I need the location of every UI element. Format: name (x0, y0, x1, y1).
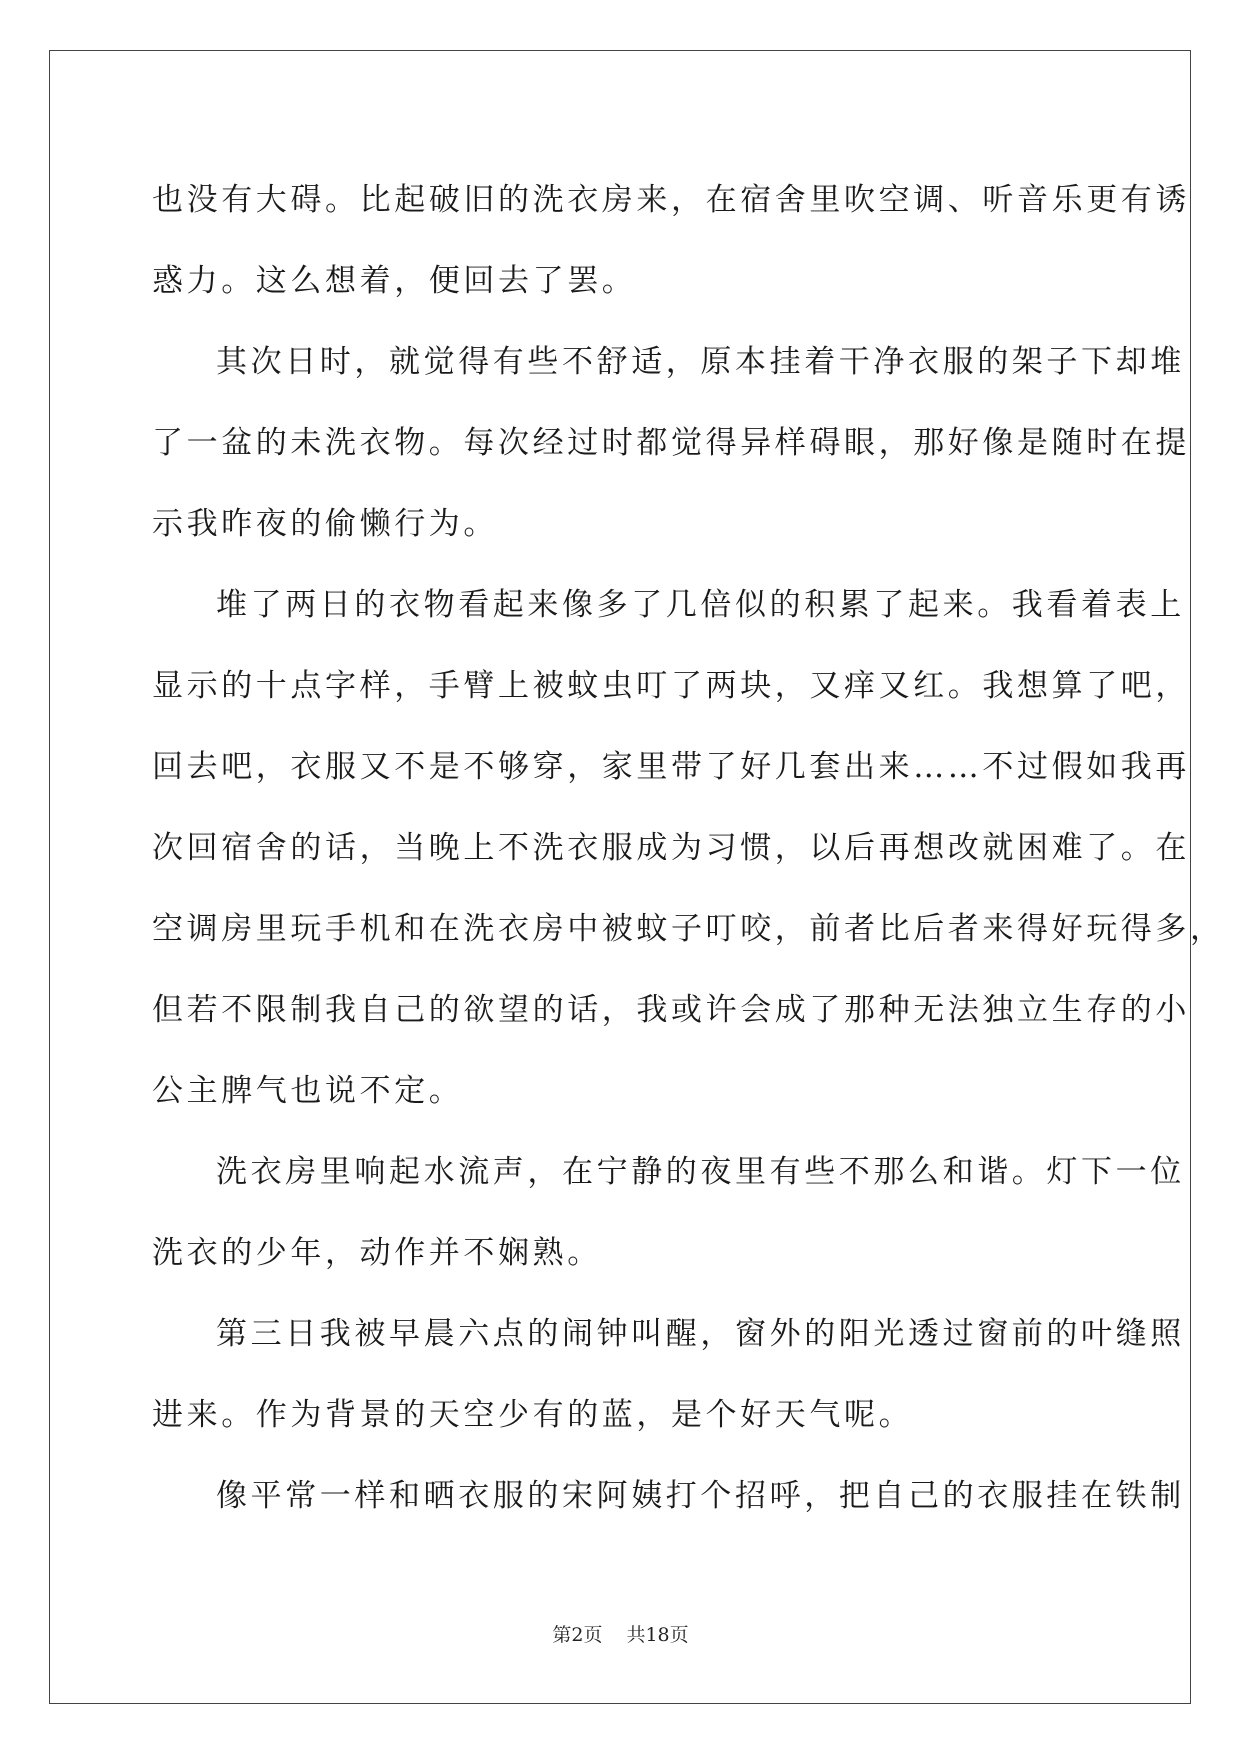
page-number: 第2页 (552, 1624, 603, 1646)
text-line: 但若不限制我自己的欲望的话，我或许会成了那种无法独立生存的小 (152, 992, 1190, 1028)
page-total: 共18页 (626, 1624, 689, 1646)
paragraph-start-line: 像平常一样和晒衣服的宋阿姨打个招呼，把自己的衣服挂在铁制 (216, 1478, 1185, 1514)
text-line: 了一盆的未洗衣物。每次经过时都觉得异样碍眼，那好像是随时在提 (152, 425, 1190, 461)
text-line: 示我昨夜的偷懒行为。 (152, 506, 498, 542)
paragraph-start-line: 第三日我被早晨六点的闹钟叫醒，窗外的阳光透过窗前的叶缝照 (216, 1316, 1185, 1352)
paragraph-start-line: 堆了两日的衣物看起来像多了几倍似的积累了起来。我看着表上 (216, 587, 1185, 623)
text-line: 公主脾气也说不定。 (152, 1073, 464, 1109)
paragraph-start-line: 洗衣房里响起水流声，在宁静的夜里有些不那么和谐。灯下一位 (216, 1154, 1185, 1190)
text-line: 也没有大碍。比起破旧的洗衣房来，在宿舍里吹空调、听音乐更有诱 (152, 182, 1190, 218)
text-line: 进来。作为背景的天空少有的蓝，是个好天气呢。 (152, 1397, 914, 1433)
paragraph-start-line: 其次日时，就觉得有些不舒适，原本挂着干净衣服的架子下却堆 (216, 344, 1185, 380)
document-body (152, 160, 1225, 1537)
text-line: 回去吧，衣服又不是不够穿，家里带了好几套出来……不过假如我再 (152, 749, 1190, 785)
text-line: 空调房里玩手机和在洗衣房中被蚊子叮咬，前者比后者来得好玩得多， (152, 911, 1225, 947)
text-line: 洗衣的少年，动作并不娴熟。 (152, 1235, 602, 1271)
text-line: 显示的十点字样，手臂上被蚊虫叮了两块，又痒又红。我想算了吧， (152, 668, 1190, 704)
text-line: 次回宿舍的话，当晚上不洗衣服成为习惯，以后再想改就困难了。在 (152, 830, 1190, 866)
page-footer (0, 1620, 1241, 1647)
text-line: 惑力。这么想着，便回去了罢。 (152, 263, 637, 299)
